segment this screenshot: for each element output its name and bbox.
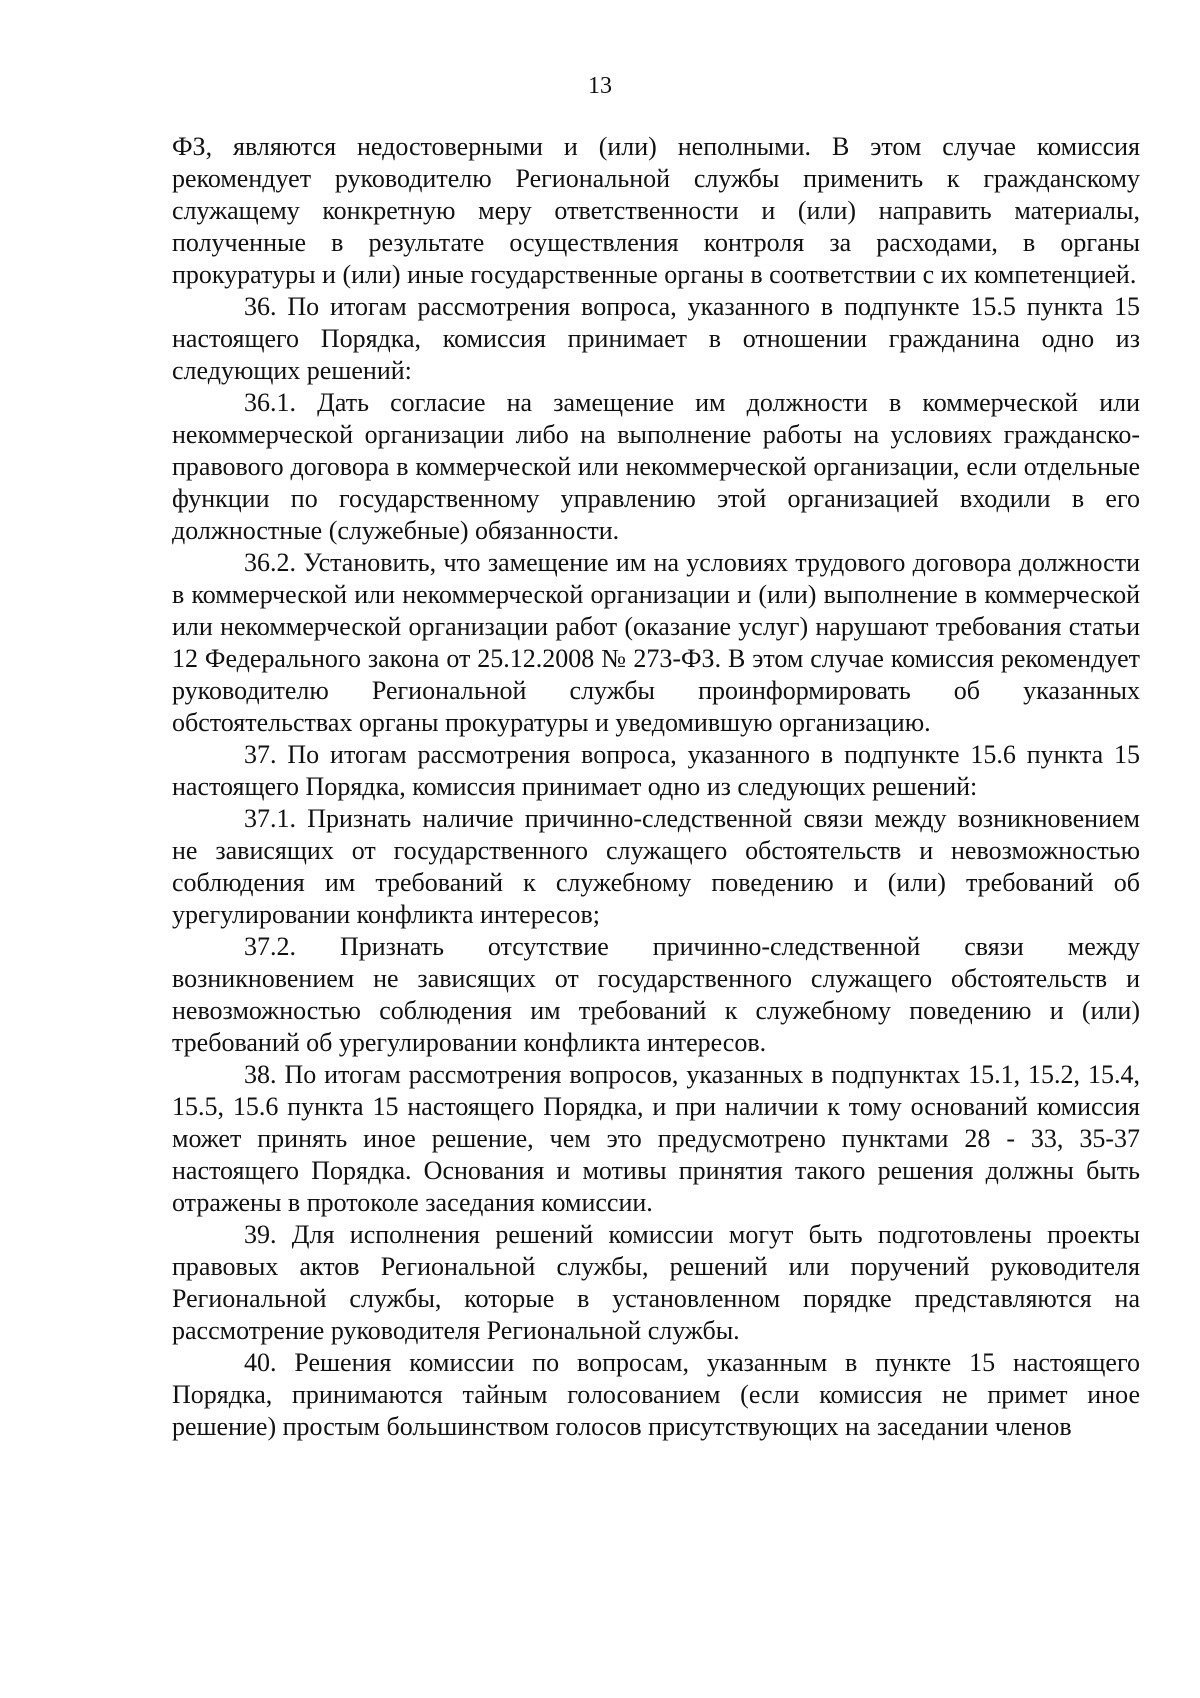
paragraph-continued: ФЗ, являются недостоверными и (или) неполными. В этом случае комиссия рекомендует руководителю Региональной службы применить к гражданскому служащему конкретную меру ответственности и (или) направить материалы, полученные в результате осуществления контроля за расходами, в органы прокуратуры и (или) иные государственные органы в соответствии с их компетенцией.	[172, 132, 1140, 289]
paragraph-40: 40. Решения комиссии по вопросам, указанным в пункте 15 настоящего Порядка, принимаются тайным голосованием (если комиссия не примет иное решение) простым большинством голосов присутствующих на заседании членов	[172, 1348, 1140, 1441]
paragraph-39: 39. Для исполнения решений комиссии могут быть подготовлены проекты правовых актов Региональной службы, решений или поручений руководителя Региональной службы, которые в установленном порядке представляются на рассмотрение руководителя Региональной службы.	[172, 1220, 1140, 1345]
paragraph-36: 36. По итогам рассмотрения вопроса, указанного в подпункте 15.5 пункта 15 настоящего Порядка, комиссия принимает в отношении гражданина одно из следующих решений:	[172, 292, 1140, 385]
document-body	[172, 131, 1140, 1443]
paragraph-37-1: 37.1. Признать наличие причинно-следственной связи между возникновением не зависящих от государственного служащего обстоятельств и невозможностью соблюдения им требований к служебному поведению и (или) требований об урегулировании конфликта интересов;	[172, 804, 1140, 929]
page-number: 13	[588, 73, 612, 99]
paragraph-36-2: 36.2. Установить, что замещение им на условиях трудового договора должности в коммерческой или некоммерческой организации и (или) выполнение в коммерческой или некоммерческой организации работ (оказание услуг) нарушают требования статьи 12 Федерального закона от 25.12.2008 № 273-ФЗ. В этом случае комиссия рекомендует руководителю Региональной службы проинформировать об указанных обстоятельствах органы прокуратуры и уведомившую организацию.	[172, 548, 1140, 737]
paragraph-38: 38. По итогам рассмотрения вопросов, указанных в подпунктах 15.1, 15.2, 15.4, 15.5, 15.6 пункта 15 настоящего Порядка, и при наличии к тому оснований комиссия может принять иное решение, чем это предусмотрено пунктами 28 - 33, 35-37 настоящего Порядка. Основания и мотивы принятия такого решения должны быть отражены в протоколе заседания комиссии.	[172, 1060, 1140, 1217]
paragraph-36-1: 36.1. Дать согласие на замещение им должности в коммерческой или некоммерческой организации либо на выполнение работы на условиях гражданско-правового договора в коммерческой или некоммерческой организации, если отдельные функции по государственному управлению этой организацией входили в его должностные (служебные) обязанности.	[172, 388, 1140, 545]
paragraph-37: 37. По итогам рассмотрения вопроса, указанного в подпункте 15.6 пункта 15 настоящего Порядка, комиссия принимает одно из следующих решений:	[172, 740, 1140, 801]
paragraph-37-2: 37.2. Признать отсутствие причинно-следственной связи между возникновением не зависящих от государственного служащего обстоятельств и невозможностью соблюдения им требований к служебному поведению и (или) требований об урегулировании конфликта интересов.	[172, 932, 1140, 1057]
